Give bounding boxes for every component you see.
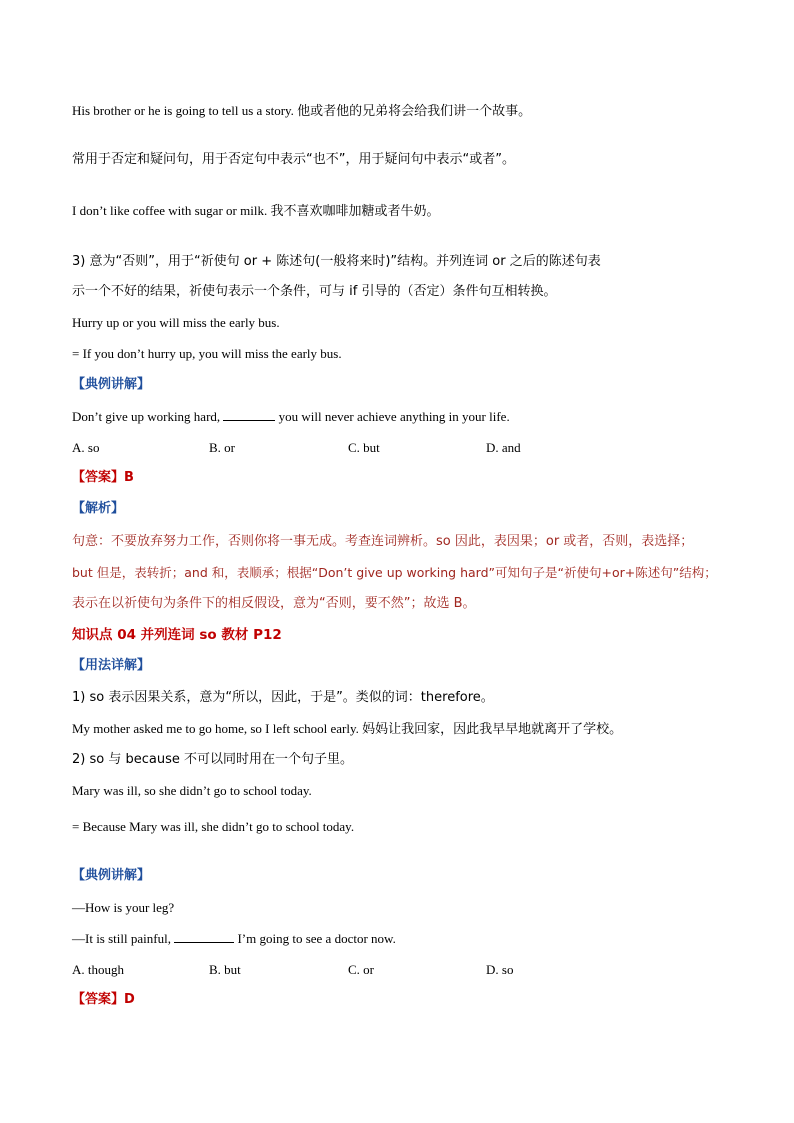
question-1-part-a: Don’t give up working hard, xyxy=(72,409,224,424)
question-2 xyxy=(72,930,396,948)
explanation-line-3: 表示在以祈使句为条件下的相反假设，意为“否则，要不然”；故选 B。 xyxy=(72,596,476,611)
answer-2: 【答案】D xyxy=(72,992,135,1007)
section-heading-example: 【典例讲解】 xyxy=(72,377,151,392)
usage-point-1: 1) so 表示因果关系，意为“所以，因此，于是”。类似的词：therefore。 xyxy=(72,690,494,705)
question-2-part-a: —It is still painful, xyxy=(72,931,175,946)
option-a-2: A. though xyxy=(72,962,124,977)
option-c-2: C. or xyxy=(348,962,374,977)
dialogue-line-1: —How is your leg? xyxy=(72,900,175,915)
section-heading-usage: 【用法详解】 xyxy=(72,658,151,673)
example-sentence-coffee: I don’t like coffee with sugar or milk. 我不喜欢咖啡加糖或者牛奶。 xyxy=(72,203,440,218)
question-2-part-b: I’m going to see a doctor now. xyxy=(234,931,396,946)
example-mary-ill: Mary was ill, so she didn’t go to school today. xyxy=(72,783,312,798)
example-because-mary: = Because Mary was ill, she didn’t go to school today. xyxy=(72,819,355,834)
example-mother-home: My mother asked me to go home, so I left school early. 妈妈让我回家，因此我早早地就离开了学校。 xyxy=(72,721,623,736)
usage-point-2: 2) so 与 because 不可以同时用在一个句子里。 xyxy=(72,752,353,767)
section-heading-analysis: 【解析】 xyxy=(72,501,125,516)
question-1 xyxy=(72,408,510,426)
question-1-part-b: you will never achieve anything in your life. xyxy=(275,409,510,424)
usage-point-3-line2: 示一个不好的结果，祈使句表示一个条件，可与 if 引导的（否定）条件句互相转换。 xyxy=(72,284,557,299)
example-hurry-up: Hurry up or you will miss the early bus. xyxy=(72,315,280,330)
example-sentence-or-brother: His brother or he is going to tell us a story. 他或者他的兄弟将会给我们讲一个故事。 xyxy=(72,103,532,118)
section-heading-example-2: 【典例讲解】 xyxy=(72,868,151,883)
option-b-2: B. but xyxy=(209,962,241,977)
usage-point-3-line1: 3) 意为“否则”，用于“祈使句 or + 陈述句(一般将来时)”结构。并列连词 or 之后的陈述句表 xyxy=(72,254,601,269)
answer-blank-2 xyxy=(174,930,234,943)
explanation-line-2: but 但是，表转折；and 和，表顺承；根据“Don’t give up working hard”可知句子是“祈使句+or+陈述句”结构； xyxy=(72,565,717,580)
usage-note-negative-question: 常用于否定和疑问句，用于否定句中表示“也不”，用于疑问句中表示“或者”。 xyxy=(72,152,515,167)
option-a: A. so xyxy=(72,440,100,455)
knowledge-point-04-title: 知识点 04 并列连词 so 教材 P12 xyxy=(72,627,282,643)
option-d: D. and xyxy=(486,440,521,455)
answer-blank xyxy=(223,408,275,421)
option-b: B. or xyxy=(209,440,235,455)
example-if-you-dont: = If you don’t hurry up, you will miss the early bus. xyxy=(72,346,342,361)
option-d-2: D. so xyxy=(486,962,514,977)
explanation-line-1: 句意：不要放弃努力工作，否则你将一事无成。考查连词辨析。so 因此，表因果；or 或者，否则，表选择； xyxy=(72,534,694,549)
option-c: C. but xyxy=(348,440,380,455)
answer-1: 【答案】B xyxy=(72,470,134,485)
